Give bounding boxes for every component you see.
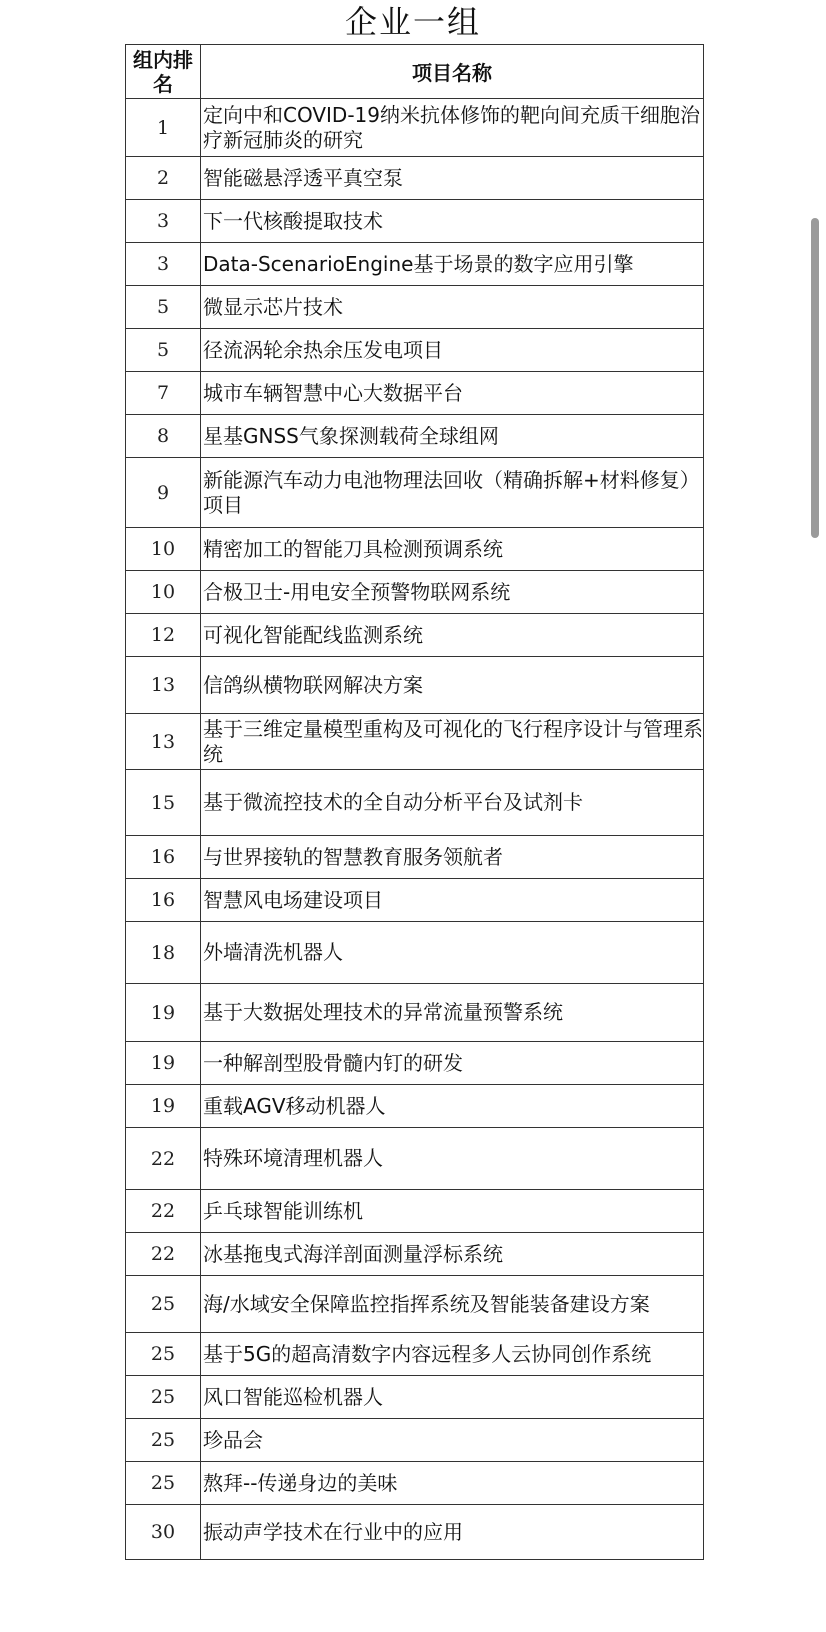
rank-cell: 9 [126,458,201,528]
table-row [126,286,704,329]
table-row [126,1376,704,1419]
table-row [126,200,704,243]
table-row [126,1419,704,1462]
table-header-row [126,45,704,99]
table-row [126,1190,704,1233]
rank-cell: 16 [126,836,201,879]
project-name-cell: 合极卫士-用电安全预警物联网系统 [201,571,704,614]
project-name-cell: 基于大数据处理技术的异常流量预警系统 [201,984,704,1042]
rank-cell: 19 [126,1085,201,1128]
project-name-cell: 特殊环境清理机器人 [201,1128,704,1190]
table-row [126,458,704,528]
project-name-cell: 熬拜--传递身边的美味 [201,1462,704,1505]
rank-cell: 22 [126,1128,201,1190]
rank-cell: 2 [126,157,201,200]
project-name-cell: 星基GNSS气象探测载荷全球组网 [201,415,704,458]
table-row [126,372,704,415]
rank-cell: 15 [126,770,201,836]
project-name-cell: 乒乓球智能训练机 [201,1190,704,1233]
rank-cell: 25 [126,1462,201,1505]
table-row [126,879,704,922]
table-row [126,614,704,657]
rank-cell: 30 [126,1505,201,1560]
table-row [126,714,704,770]
project-name-cell: Data-ScenarioEngine基于场景的数字应用引擎 [201,243,704,286]
rank-cell: 25 [126,1419,201,1462]
project-name-cell: 重载AGV移动机器人 [201,1085,704,1128]
table-row [126,571,704,614]
project-name-cell: 基于微流控技术的全自动分析平台及试剂卡 [201,770,704,836]
page-title: 企业一组 [344,3,481,41]
project-name-cell: 精密加工的智能刀具检测预调系统 [201,528,704,571]
ranking-table [125,44,704,1560]
rank-cell: 16 [126,879,201,922]
rank-cell: 13 [126,714,201,770]
rank-cell: 22 [126,1190,201,1233]
table-row [126,99,704,157]
table-row [126,770,704,836]
table-row [126,1085,704,1128]
project-name-cell: 与世界接轨的智慧教育服务领航者 [201,836,704,879]
project-name-cell: 一种解剖型股骨髓内钉的研发 [201,1042,704,1085]
table-row [126,1276,704,1333]
project-name-cell: 智慧风电场建设项目 [201,879,704,922]
project-name-cell: 冰基拖曳式海洋剖面测量浮标系统 [201,1233,704,1276]
rank-cell: 10 [126,528,201,571]
rank-cell: 12 [126,614,201,657]
table-row [126,657,704,714]
project-name-cell: 可视化智能配线监测系统 [201,614,704,657]
rank-cell: 13 [126,657,201,714]
rank-cell: 5 [126,286,201,329]
project-name-cell: 径流涡轮余热余压发电项目 [201,329,704,372]
project-name-cell: 基于5G的超高清数字内容远程多人云协同创作系统 [201,1333,704,1376]
rank-cell: 7 [126,372,201,415]
table-row [126,157,704,200]
table-row [126,243,704,286]
project-name-cell: 风口智能巡检机器人 [201,1376,704,1419]
rank-cell: 5 [126,329,201,372]
project-name-cell: 定向中和COVID-19纳米抗体修饰的靶向间充质干细胞治疗新冠肺炎的研究 [201,99,704,157]
table-row [126,922,704,984]
rank-cell: 1 [126,99,201,157]
table-row [126,329,704,372]
project-name-cell: 微显示芯片技术 [201,286,704,329]
project-name-cell: 珍品会 [201,1419,704,1462]
rank-cell: 25 [126,1276,201,1333]
project-name-cell: 振动声学技术在行业中的应用 [201,1505,704,1560]
table-row [126,1233,704,1276]
table-row [126,1333,704,1376]
scrollbar-thumb[interactable] [811,218,819,538]
project-name-cell: 海/水域安全保障监控指挥系统及智能装备建设方案 [201,1276,704,1333]
project-name-cell: 基于三维定量模型重构及可视化的飞行程序设计与管理系统 [201,714,704,770]
table-body [126,99,704,1560]
rank-column-header: 组内排名 [126,45,201,99]
project-name-cell: 城市车辆智慧中心大数据平台 [201,372,704,415]
rank-cell: 25 [126,1333,201,1376]
table-row [126,836,704,879]
project-name-cell: 智能磁悬浮透平真空泵 [201,157,704,200]
project-name-cell: 信鸽纵横物联网解决方案 [201,657,704,714]
rank-cell: 10 [126,571,201,614]
table-row [126,984,704,1042]
project-name-column-header: 项目名称 [201,45,704,99]
rank-cell: 25 [126,1376,201,1419]
rank-cell: 3 [126,200,201,243]
rank-cell: 19 [126,1042,201,1085]
table-row [126,1505,704,1560]
rank-cell: 18 [126,922,201,984]
table-row [126,1462,704,1505]
rank-cell: 19 [126,984,201,1042]
rank-cell: 3 [126,243,201,286]
project-name-cell: 外墙清洗机器人 [201,922,704,984]
rank-cell: 22 [126,1233,201,1276]
project-name-cell: 新能源汽车动力电池物理法回收（精确拆解+材料修复）项目 [201,458,704,528]
table-row [126,415,704,458]
rank-cell: 8 [126,415,201,458]
table-row [126,1042,704,1085]
table-row [126,528,704,571]
project-name-cell: 下一代核酸提取技术 [201,200,704,243]
table-row [126,1128,704,1190]
